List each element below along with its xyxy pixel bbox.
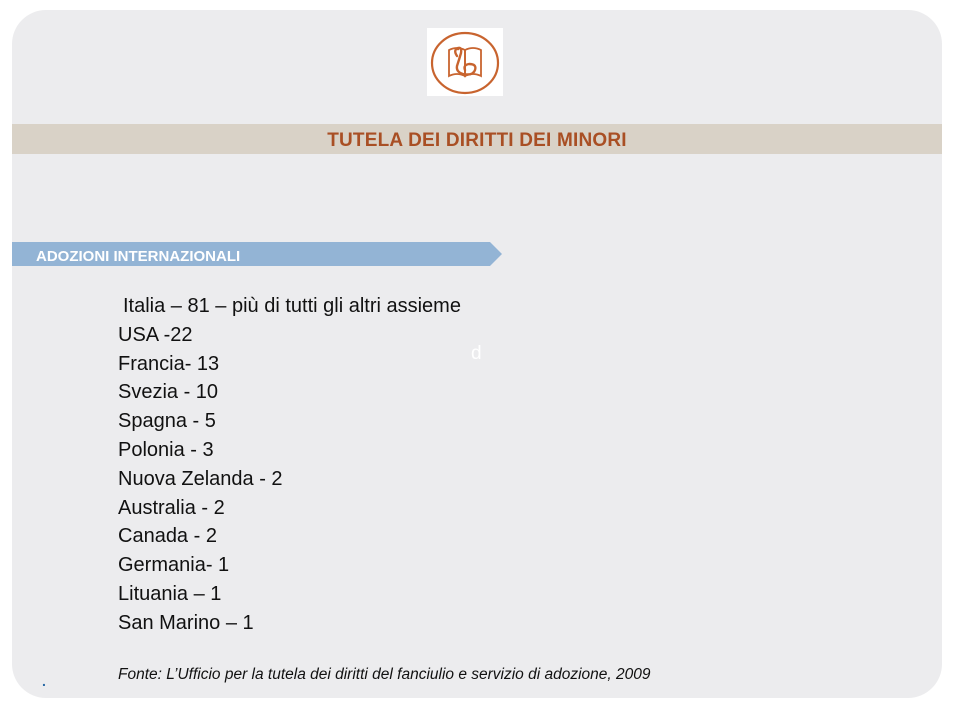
page-title: TUTELA DEI DIRITTI DEI MINORI <box>327 130 627 151</box>
logo <box>427 28 503 96</box>
bullet-dot: . <box>42 673 46 689</box>
list-item: Polonia - 3 <box>118 438 214 461</box>
adoption-country-list <box>118 292 461 638</box>
list-item: USA -22 <box>118 323 193 346</box>
source-citation: Fonte: L’Ufficio per la tutela dei diritti del fanciulio e servizio di adozione, 2009 <box>118 666 651 683</box>
slide <box>12 10 942 698</box>
list-item: San Marino – 1 <box>118 611 254 634</box>
list-item: Svezia - 10 <box>118 381 219 404</box>
list-item: Spagna - 5 <box>118 410 216 433</box>
section-banner <box>12 242 502 266</box>
list-item: Germania- 1 <box>118 554 230 577</box>
list-item: Nuova Zelanda - 2 <box>118 467 283 490</box>
list-item: Lituania – 1 <box>118 582 222 605</box>
list-item: Australia - 2 <box>118 496 225 519</box>
section-title: ADOZIONI INTERNAZIONALI <box>36 248 241 265</box>
stray-text: d <box>471 343 482 364</box>
list-item: Canada - 2 <box>118 525 217 548</box>
list-item: Francia- 13 <box>118 352 220 375</box>
list-item: Italia – 81 – più di tutti gli altri assieme <box>123 295 461 317</box>
title-band <box>12 124 942 154</box>
swan-book-logo-icon <box>427 28 503 96</box>
